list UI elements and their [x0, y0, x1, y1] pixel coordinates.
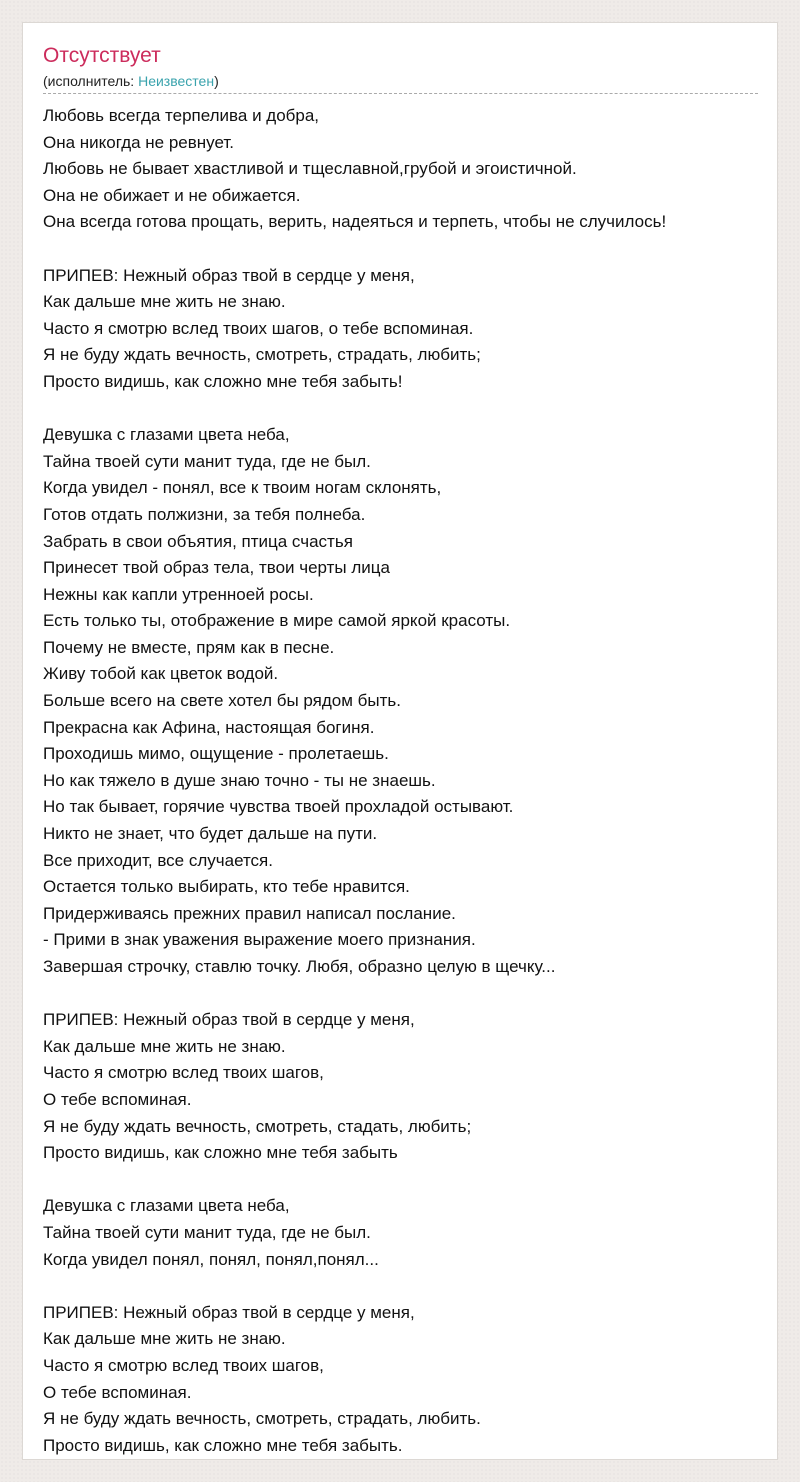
lyric-line: - Прими в знак уважения выражение моего признания. — [43, 930, 476, 950]
lyric-line: ПРИПЕВ: Нежный образ твой в сердце у меня, — [43, 1302, 415, 1322]
lyrics-text — [43, 103, 666, 1459]
artist-prefix: (исполнитель: — [43, 73, 139, 89]
lyric-line: О тебе вспоминая. — [43, 1382, 192, 1402]
stanza-break — [43, 236, 666, 263]
lyric-line: Придерживаясь прежних правил написал послание. — [43, 903, 456, 923]
stanza-break — [43, 1273, 666, 1300]
lyric-line: Девушка с глазами цвета неба, — [43, 1196, 290, 1216]
lyric-line: Когда увидел понял, понял, понял,понял... — [43, 1249, 379, 1269]
lyric-line: Как дальше мне жить не знаю. — [43, 1329, 286, 1349]
stanza-break — [43, 981, 666, 1008]
lyric-line: Я не буду ждать вечность, смотреть, стадать, любить; — [43, 1116, 472, 1136]
lyric-line: О тебе вспоминая. — [43, 1089, 192, 1109]
lyric-line: Есть только ты, отображение в мире самой яркой красоты. — [43, 611, 511, 631]
lyric-line: Завершая строчку, ставлю точку. Любя, образно целую в щечку... — [43, 957, 556, 976]
lyric-line: Готов отдать полжизни, за тебя полнеба. — [43, 504, 366, 524]
lyric-line: Просто видишь, как сложно мне тебя забыть! — [43, 371, 403, 391]
artist-line — [43, 73, 219, 89]
lyric-line: Часто я смотрю вслед твоих шагов, о тебе вспоминая. — [43, 318, 474, 338]
lyric-line: Любовь не бывает хвастливой и тщеславной,грубой и эгоистичной. — [43, 159, 577, 179]
lyric-line: Я не буду ждать вечность, смотреть, страдать, любить. — [43, 1409, 481, 1429]
lyric-line: Часто я смотрю вслед твоих шагов, — [43, 1355, 324, 1375]
lyric-line: Как дальше мне жить не знаю. — [43, 292, 286, 312]
lyric-line: Она не обижает и не обижается. — [43, 185, 301, 205]
lyric-line: Она всегда готова прощать, верить, надеяться и терпеть, чтобы не случилось! — [43, 212, 667, 232]
lyric-line: Но как тяжело в душе знаю точно - ты не знаешь. — [43, 770, 436, 790]
lyric-line: Никто не знает, что будет дальше на пути. — [43, 824, 378, 844]
lyric-line: Проходишь мимо, ощущение - пролетаешь. — [43, 744, 389, 764]
lyric-line: Когда увидел - понял, все к твоим ногам склонять, — [43, 478, 442, 498]
lyric-line: Я не буду ждать вечность, смотреть, страдать, любить; — [43, 345, 481, 365]
lyric-line: Нежны как капли утренноей росы. — [43, 584, 314, 604]
lyric-line: Живу тобой как цветок водой. — [43, 664, 279, 684]
lyric-line: Просто видишь, как сложно мне тебя забыть — [43, 1143, 398, 1163]
lyric-line: Но так бывает, горячие чувства твоей прохладой остывают. — [43, 797, 514, 817]
lyric-line: Просто видишь, как сложно мне тебя забыть. — [43, 1435, 403, 1455]
lyric-line: Тайна твоей сути манит туда, где не был. — [43, 451, 371, 471]
stanza-break — [43, 396, 666, 423]
artist-link[interactable]: Неизвестен — [138, 73, 215, 89]
lyric-line: Любовь всегда терпелива и добра, — [43, 106, 320, 125]
lyric-line: Тайна твоей сути манит туда, где не был. — [43, 1222, 371, 1242]
lyric-line: Почему не вместе, прям как в песне. — [43, 637, 335, 657]
lyric-line: Остается только выбирать, кто тебе нравится. — [43, 877, 410, 897]
lyric-line: ПРИПЕВ: Нежный образ твой в сердце у меня, — [43, 265, 415, 285]
stanza-break — [43, 1167, 666, 1194]
lyric-line: Она никогда не ревнует. — [43, 132, 235, 152]
lyric-line: Прекрасна как Афина, настоящая богиня. — [43, 717, 375, 737]
lyrics-card — [22, 22, 778, 1460]
artist-suffix: ) — [214, 73, 219, 89]
lyric-line: Как дальше мне жить не знаю. — [43, 1036, 286, 1056]
lyric-line: Часто я смотрю вслед твоих шагов, — [43, 1063, 324, 1083]
divider — [43, 93, 758, 94]
lyric-line: ПРИПЕВ: Нежный образ твой в сердце у меня, — [43, 1010, 415, 1030]
lyric-line: Забрать в свои объятия, птица счастья — [43, 531, 353, 551]
lyric-line: Больше всего на свете хотел бы рядом быть. — [43, 691, 401, 711]
lyric-line: Принесет твой образ тела, твои черты лица — [43, 558, 390, 578]
lyric-line: Все приходит, все случается. — [43, 850, 273, 870]
song-title: Отсутствует — [43, 44, 161, 67]
lyric-line: Девушка с глазами цвета неба, — [43, 425, 290, 445]
